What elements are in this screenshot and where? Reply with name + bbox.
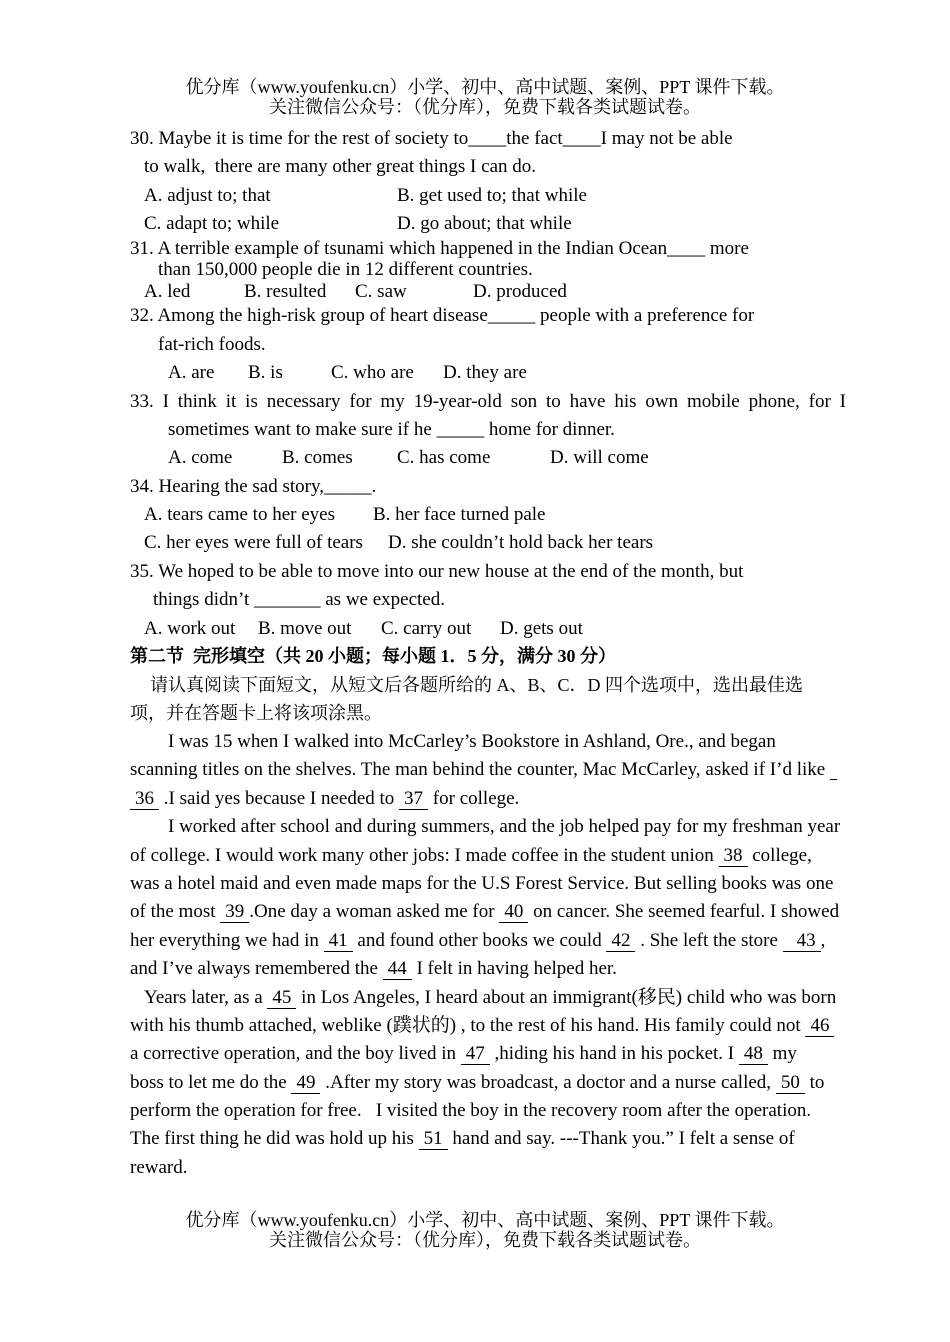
passage-text: and found other books we could — [352, 930, 607, 951]
cloze-blank-42: 42 — [606, 930, 635, 952]
passage-text: for college. — [428, 788, 520, 809]
header-line-1: 优分库（www.youfenku.cn）小学、初中、高中试题、案例、PPT 课件下载。 — [185, 77, 785, 97]
passage-text: scanning titles on the shelves. The man behind the counter, Mac McCarley, asked if I’d like — [130, 759, 830, 780]
passage-text: with his thumb attached, weblike (蹼状的) , to the rest of his hand. His family could not — [130, 1015, 806, 1036]
passage-line-2 — [130, 756, 837, 784]
passage-text: a corrective operation, and the boy lived in — [130, 1043, 461, 1064]
question-35-option-a: A. work out — [144, 618, 236, 639]
cloze-blank-49: 49 — [291, 1072, 320, 1094]
passage-text: .After my story was broadcast, a doctor and a nurse called, — [320, 1072, 776, 1093]
question-33-option-c: C. has come — [397, 447, 491, 468]
question-30-option-a: A. adjust to; that — [144, 185, 271, 206]
cloze-blank-50: 50 — [776, 1072, 805, 1094]
question-35-option-d: D. gets out — [500, 618, 583, 639]
passage-line-1: I was 15 when I walked into McCarley’s Bookstore in Ashland, Ore., and began — [168, 731, 776, 752]
question-35-stem-line-2: things didn’t _______ as we expected. — [153, 589, 445, 610]
passage-line-6: was a hotel maid and even made maps for the U.S Forest Service. But selling books was one — [130, 873, 834, 894]
question-32-stem-line-1: 32. Among the high-risk group of heart disease_____ people with a preference for — [130, 305, 755, 326]
passage-line-12 — [130, 1040, 797, 1068]
question-32-option-a: A. are — [168, 362, 215, 383]
cloze-blank-38: 38 — [719, 845, 748, 867]
passage-line-15 — [130, 1125, 795, 1153]
passage-text: to — [804, 1072, 825, 1093]
header-line-2: 关注微信公众号：（优分库），免费下载各类试题试卷。 — [269, 97, 701, 117]
passage-text: .I said yes because I needed to — [159, 788, 400, 809]
question-31-option-b: B. resulted — [244, 281, 327, 302]
passage-text: on cancer. She seemed fearful. I showed — [528, 901, 840, 922]
question-33-option-a: A. come — [168, 447, 233, 468]
passage-text: of college. I would work many other jobs: I made coffee in the student union — [130, 845, 719, 866]
question-32-option-b: B. is — [248, 362, 283, 383]
question-32-option-c: C. who are — [331, 362, 414, 383]
question-30-option-b: B. get used to; that while — [397, 185, 587, 206]
question-30-option-c: C. adapt to; while — [144, 213, 280, 234]
question-35-option-b: B. move out — [258, 618, 352, 639]
passage-line-8 — [130, 927, 825, 955]
question-30-stem-line-1: 30. Maybe it is time for the rest of society to____the fact____I may not be able — [130, 128, 733, 149]
footer-line-1: 优分库（www.youfenku.cn）小学、初中、高中试题、案例、PPT 课件下载。 — [185, 1210, 785, 1230]
cloze-blank-51: 51 — [419, 1128, 448, 1150]
section-2-title: 第二节 完形填空（共 20 小题；每小题 1．5 分，满分 30 分） — [130, 646, 616, 666]
blank-36-underline-start — [830, 778, 837, 780]
section-2-instruction-line-2: 项，并在答题卡上将该项涂黑。 — [130, 703, 382, 723]
cloze-blank-45: 45 — [267, 987, 296, 1009]
question-34-option-b: B. her face turned pale — [373, 504, 546, 525]
passage-line-11 — [130, 1012, 834, 1040]
question-30-stem-line-2: to walk, there are many other great things I can do. — [144, 156, 536, 177]
passage-text: her everything we had in — [130, 930, 324, 951]
passage-text: college, — [747, 845, 812, 866]
passage-line-7 — [130, 898, 839, 926]
passage-line-5 — [130, 842, 812, 870]
question-33-option-d: D. will come — [550, 447, 649, 468]
question-32-option-d: D. they are — [443, 362, 527, 383]
passage-line-4: I worked after school and during summers, and the job helped pay for my freshman year — [168, 816, 841, 837]
question-35-stem-line-1: 35. We hoped to be able to move into our new house at the end of the month, but — [130, 561, 744, 582]
question-33-option-b: B. comes — [282, 447, 353, 468]
cloze-blank-39: 39 — [220, 901, 249, 923]
passage-text: , — [820, 930, 826, 951]
section-2-instruction-line-1: 请认真阅读下面短文，从短文后各题所给的 A、B、C．D 四个选项中，选出最佳选 — [150, 675, 804, 695]
passage-line-9 — [130, 955, 617, 983]
question-31-stem-line-2: than 150,000 people die in 12 different countries. — [158, 259, 533, 280]
cloze-blank-46: 46 — [805, 1015, 834, 1037]
passage-text: I felt in having helped her. — [411, 958, 617, 979]
cloze-blank-43: 43 — [783, 930, 821, 952]
question-30-option-d: D. go about; that while — [397, 213, 572, 234]
passage-text: .One day a woman asked me for — [249, 901, 500, 922]
question-31-stem-line-1: 31. A terrible example of tsunami which happened in the Indian Ocean____ more — [130, 238, 749, 259]
passage-text: The first thing he did was hold up his — [130, 1128, 419, 1149]
passage-text: hand and say. ---Thank you.” I felt a sense of — [447, 1128, 795, 1149]
question-31-option-d: D. produced — [473, 281, 567, 302]
question-34-option-a: A. tears came to her eyes — [144, 504, 335, 525]
passage-line-13 — [130, 1069, 824, 1097]
passage-text: Years later, as a — [144, 987, 268, 1008]
passage-text: ,hiding his hand in his pocket. I — [489, 1043, 739, 1064]
cloze-blank-48: 48 — [739, 1043, 768, 1065]
cloze-blank-41: 41 — [324, 930, 353, 952]
question-34-stem-line-1: 34. Hearing the sad story,_____. — [130, 476, 377, 497]
question-33-stem-line-2: sometimes want to make sure if he _____ home for dinner. — [168, 419, 615, 440]
passage-line-14: perform the operation for free. I visited the boy in the recovery room after the operation. — [130, 1100, 812, 1121]
cloze-blank-37: 37 — [399, 788, 428, 810]
passage-text: in Los Angeles, I heard about an immigrant(移民) child who was born — [296, 987, 837, 1008]
passage-text: my — [767, 1043, 797, 1064]
passage-line-16: reward. — [130, 1157, 188, 1178]
question-34-option-c: C. her eyes were full of tears — [144, 532, 363, 553]
passage-text: boss to let me do the — [130, 1072, 292, 1093]
question-33-stem-line-1: 33. I think it is necessary for my 19-year-old son to have his own mobile phone, for I — [130, 391, 846, 412]
question-34-option-d: D. she couldn’t hold back her tears — [388, 532, 654, 553]
passage-text: and I’ve always remembered the — [130, 958, 383, 979]
cloze-blank-36: 36 — [130, 788, 159, 810]
footer-line-2: 关注微信公众号：（优分库），免费下载各类试题试卷。 — [269, 1230, 701, 1250]
question-31-option-a: A. led — [144, 281, 191, 302]
passage-line-10 — [144, 984, 836, 1012]
question-32-stem-line-2: fat-rich foods. — [158, 334, 266, 355]
cloze-blank-44: 44 — [383, 958, 412, 980]
question-35-option-c: C. carry out — [381, 618, 472, 639]
passage-text: of the most — [130, 901, 221, 922]
question-31-option-c: C. saw — [355, 281, 407, 302]
cloze-blank-40: 40 — [499, 901, 528, 923]
cloze-blank-47: 47 — [461, 1043, 490, 1065]
passage-line-3 — [130, 785, 519, 813]
passage-text: . She left the store — [635, 930, 783, 951]
